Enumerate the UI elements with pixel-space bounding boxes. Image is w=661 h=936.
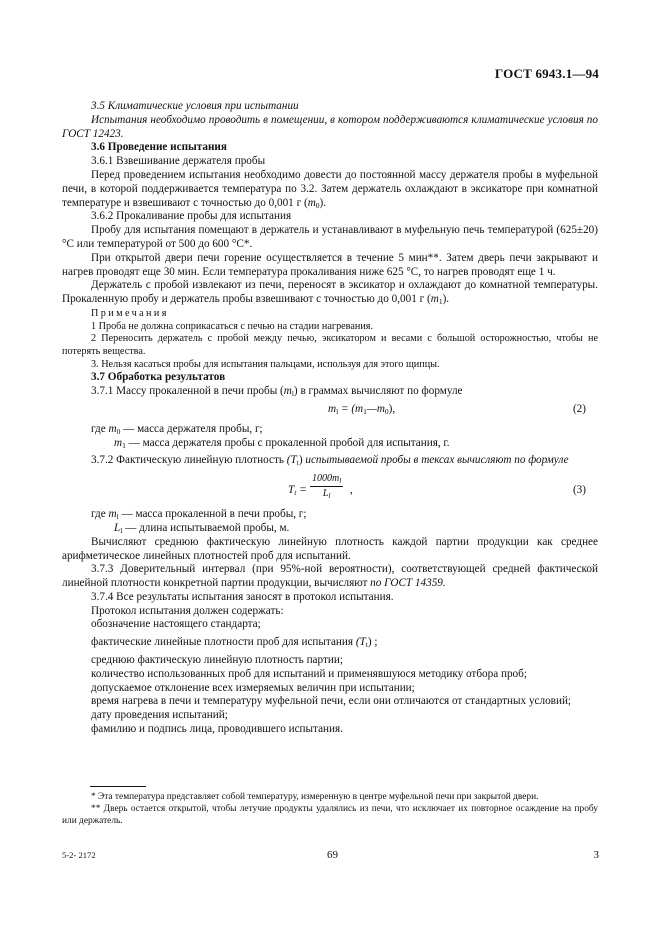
note-2: 2 Переносить держатель с пробой между печью, эксикатором и весами с большой осторожностью, чтобы не потерять вещества. (62, 333, 598, 357)
protocol-item-3: среднюю фактическую линейную плотность партии; (91, 654, 343, 667)
formula-3-fraction (310, 472, 343, 501)
var-sub: l (120, 525, 123, 535)
protocol-item-7: дату проведения испытаний; (91, 709, 228, 722)
var-m: m (283, 384, 292, 397)
text-run: по ГОСТ 14359. (370, 577, 446, 590)
var-sub: t (296, 458, 299, 468)
var-sub: 1 (438, 297, 443, 307)
text-run: 3.7.2 Фактическую линейную плотность (91, 454, 287, 467)
symbol-Tt: (T (355, 636, 366, 649)
protocol-item-5: допускаемое отклонение всех измеряемых величин при испытании; (91, 681, 415, 694)
var-sub: l (328, 490, 331, 500)
section-3-6-2-p1: Пробу для испытания помещают в держатель и устанавливают в муфельную печь температурой (625±20) °С или температурой от 500 до 600 °С*. (62, 224, 598, 250)
protocol-item-8: фамилию и подпись лица, проводившего испытания. (91, 723, 343, 736)
var-m: m (430, 293, 439, 306)
formula-2-number: (2) (572, 402, 586, 415)
text-run: 3.7.3 Доверительный интервал (при 95%-ной вероятности), соответствующей средней фактической линейной плотности конкретной партии продукции, вычисляют (62, 563, 598, 590)
footnotes (62, 791, 598, 827)
section-3-6-1-title: 3.6.1 Взвешивание держателя пробы (91, 155, 266, 168)
text-run: фактические линейные плотности проб для испытания (91, 636, 354, 649)
text-run: ) ; (367, 636, 378, 649)
protocol-item-1: обозначение настоящего стандарта; (91, 618, 261, 631)
var-m: m (114, 436, 123, 449)
var-sub: 0 (384, 406, 389, 416)
text-run: испытываемой пробы в тексах вычисляют по формуле (302, 454, 569, 467)
text-run: = (296, 484, 307, 497)
page-number-center: 69 (327, 849, 338, 861)
protocol-heading: Протокол испытания должен содержать: (91, 604, 284, 617)
where-prefix: где (91, 422, 106, 435)
text-run: Перед проведением испытания необходимо довести до постоянной массу держателя пробы в муфельной печи, в которой поддерживается температура по 3.2. Затем держатель охлаждают в эксикаторе при комнатной температуре и взвешивают с точностью до 0,001 г ( (62, 168, 598, 209)
text-run: — масса держателя пробы, г; (120, 422, 263, 435)
where-ml (62, 508, 598, 522)
var-sub: t (294, 488, 297, 498)
standard-code-header: ГОСТ 6943.1—94 (494, 66, 599, 81)
var-sub: t (365, 640, 368, 650)
where-m0 (62, 423, 598, 437)
text-run: 1000m (312, 473, 340, 485)
text-run: L (322, 487, 329, 499)
var-m: m (328, 402, 337, 415)
section-3-7-4-text: 3.7.4 Все результаты испытания заносят в протокол испытания. (91, 590, 394, 603)
where-prefix: где (91, 508, 106, 521)
formula-2-expression (328, 403, 395, 417)
var-m: m (307, 196, 316, 209)
where-Ll (62, 522, 598, 536)
section-3-7-3-text (62, 563, 598, 591)
print-code: 5-2- 2172 (62, 850, 96, 860)
text-run: = (m (338, 402, 364, 415)
protocol-item-2 (62, 636, 598, 650)
footnote-2: ** Дверь остается открытой, чтобы летучие продукты удалялись из печи, что исключает их повторное осаждение на пробу или держатель. (62, 804, 598, 826)
section-3-6-1-text (62, 169, 598, 210)
text-run: ). (319, 196, 327, 209)
var-sub: 0 (116, 426, 121, 436)
section-3-7-title: 3.7 Обработка результатов (91, 371, 226, 384)
var-m: m (108, 508, 117, 521)
text-run: — масса прокаленной в печи пробы, г; (118, 508, 307, 521)
text-run: ) в граммах вычисляют по формуле (293, 384, 463, 397)
var-sub: l (339, 476, 342, 486)
footnote-1: * Эта температура представляет собой температуру, измеренную в центре муфельной печи при закрытой двери. (91, 792, 539, 802)
var-sub: l (116, 512, 119, 522)
section-3-7-2-text (62, 454, 598, 468)
formula-3 (62, 470, 598, 508)
formula-3-number: (3) (572, 484, 586, 497)
note-3: 3. Нельзя касаться пробы для испытания пальцами, используя для этого щипцы. (91, 358, 440, 370)
text-run: — масса держателя пробы с прокаленной пробой для испытания, г. (125, 436, 450, 449)
var-sub: l (291, 388, 294, 398)
var-L: L (114, 521, 121, 534)
symbol-Tt: (T (286, 454, 297, 467)
average-density-text: Вычисляют среднюю фактическую линейную плотность каждой партии продукции как среднее арифметическое линейных плотностей проб для испытаний. (62, 535, 598, 562)
text-run: 3.7.1 Массу прокаленной в печи пробы ( (91, 384, 284, 397)
text-run: ) (298, 454, 303, 467)
var-sub: l (336, 406, 339, 416)
section-3-7-1-text (62, 385, 598, 399)
footnote-divider (90, 786, 146, 787)
where-m1 (62, 437, 598, 451)
var-T: T (288, 484, 295, 497)
text-run: ). (442, 293, 450, 306)
text-run: Держатель с пробой извлекают из печи, переносят в эксикатор и охлаждают до комнатной температуры. Прокаленную пробу и держатель пробы взвешивают с точностью до 0,001 г ( (62, 279, 598, 306)
var-sub: 0 (315, 200, 320, 210)
fraction-numerator (310, 472, 343, 487)
text-run: —m (366, 402, 385, 415)
text-run: — длина испытываемой пробы, м. (122, 521, 290, 534)
document-body (62, 100, 598, 737)
formula-2 (62, 399, 598, 423)
protocol-item-4: количество использованных проб для испытаний и применявшуюся методику отбора проб; (91, 667, 527, 680)
var-sub: 1 (363, 406, 367, 416)
var-m: m (108, 422, 117, 435)
section-3-6-title: 3.6 Проведение испытания (91, 141, 227, 154)
section-3-6-2-p3 (62, 279, 598, 307)
section-3-6-2-p2: При открытой двери печи горение осуществляется в течение 5 мин**. Затем дверь печи закрывают и нагрев проводят еще 30 мин. Если температура прокаливания ниже 625 °С, то нагрев проводят еще 1 ч. (62, 251, 598, 278)
notes-heading: Примечания (91, 307, 169, 319)
var-sub: 1 (122, 440, 126, 450)
fraction-denominator (310, 487, 343, 501)
page-number-right: 3 (593, 849, 599, 861)
text-run: ), (388, 402, 396, 415)
section-3-6-2-title: 3.6.2 Прокаливание пробы для испытания (91, 210, 292, 223)
section-3-5-text: Испытания необходимо проводить в помещении, в котором поддерживаются климатические условия по ГОСТ 12423. (62, 113, 598, 140)
note-1: 1 Проба не должна соприкасаться с печью на стадии нагревания. (91, 320, 374, 332)
formula-3-lhs (288, 484, 307, 498)
formula-3-comma: , (350, 484, 353, 497)
protocol-item-6: время нагрева в печи и температуру муфельной печи, если они отличаются от стандартных условий; (91, 695, 572, 708)
section-3-5-title: 3.5 Климатические условия при испытании (91, 100, 299, 112)
